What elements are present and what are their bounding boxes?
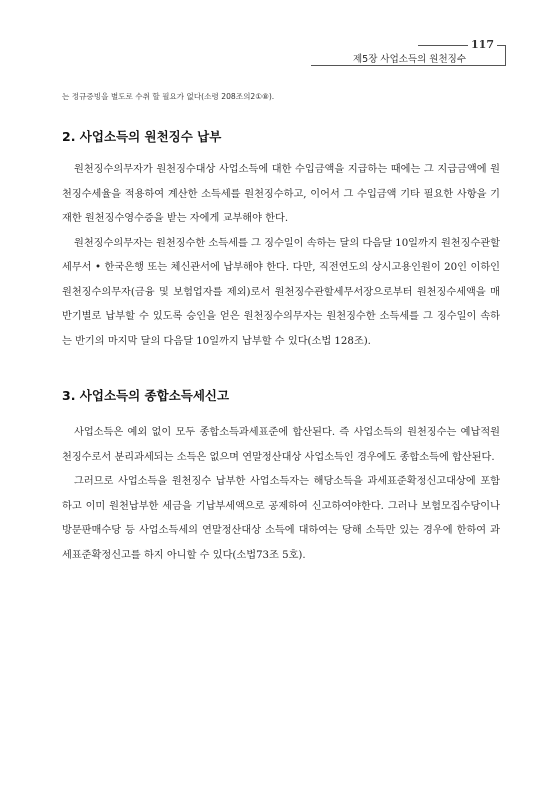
header-rule-top [418, 45, 468, 46]
paragraph: 사업소득은 예외 없이 모두 종합소득과세표준에 합산된다. 즉 사업소득의 원천징수는 예납적원천징수로서 분리과세되는 소득은 없으며 연말정산대상 사업소득인 경우에도 종합소득에 합산된다. [62, 427, 500, 463]
section-heading: 3. 사업소득의 종합소득세신고 [62, 388, 230, 403]
header-bracket [497, 45, 506, 66]
paragraph: 원천징수의무자가 원천징수대상 사업소득에 대한 수입금액을 지급하는 때에는 그 지급금액에 원천징수세율을 적용하여 계산한 소득세를 원천징수하고, 이어서 그 수입금액 기타 필요한 사항을 기재한 원천징수영수증을 받는 자에게 교부해야 한다. [62, 164, 500, 224]
page-number: 117 [471, 38, 494, 51]
header-rule-bottom [311, 65, 506, 66]
section-body [62, 421, 500, 568]
continuation-note: 는 정규증빙을 별도로 수취 할 필요가 없다(소령 208조의2①⑧). [62, 92, 275, 101]
paragraph: 그러므로 사업소득을 원천징수 납부한 사업소득자는 해당소득을 과세표준확정신고대상에 포함하고 이미 원천납부한 세금을 기납부세액으로 공제하여 신고하여야한다. 그러나 보험모집수당이나 방문판매수당 등 사업소득세의 연말정산대상 소득에 대하여는 당해 소득만 있는 경우에 한하여 과세표준확정신고를 하지 아니할 수 있다(소법73조 5호). [62, 476, 500, 561]
chapter-title: 제5장 사업소득의 원천징수 [352, 54, 466, 65]
paragraph: 원천징수의무자는 원천징수한 소득세를 그 징수일이 속하는 달의 다음달 10일까지 원천징수관할세무서 • 한국은행 또는 체신관서에 납부해야 한다. 다만, 직전연도의 상시고용인원이 20인 이하인 원천징수의무자(금융 및 보험업자를 제외)로서 원천징수관할세무서장으로부터 원천징수세액을 매 반기별로 납부할 수 있도록 승인을 얻은 원천징수의무자는 원천징수한 소득세를 그 징수일이 속하는 반기의 마지막 달의 다음달 10일까지 납부할 수 있다(소법 128조). [62, 237, 500, 347]
running-header [306, 36, 506, 66]
section-body [62, 158, 500, 354]
section-heading: 2. 사업소득의 원천징수 납부 [62, 129, 222, 144]
